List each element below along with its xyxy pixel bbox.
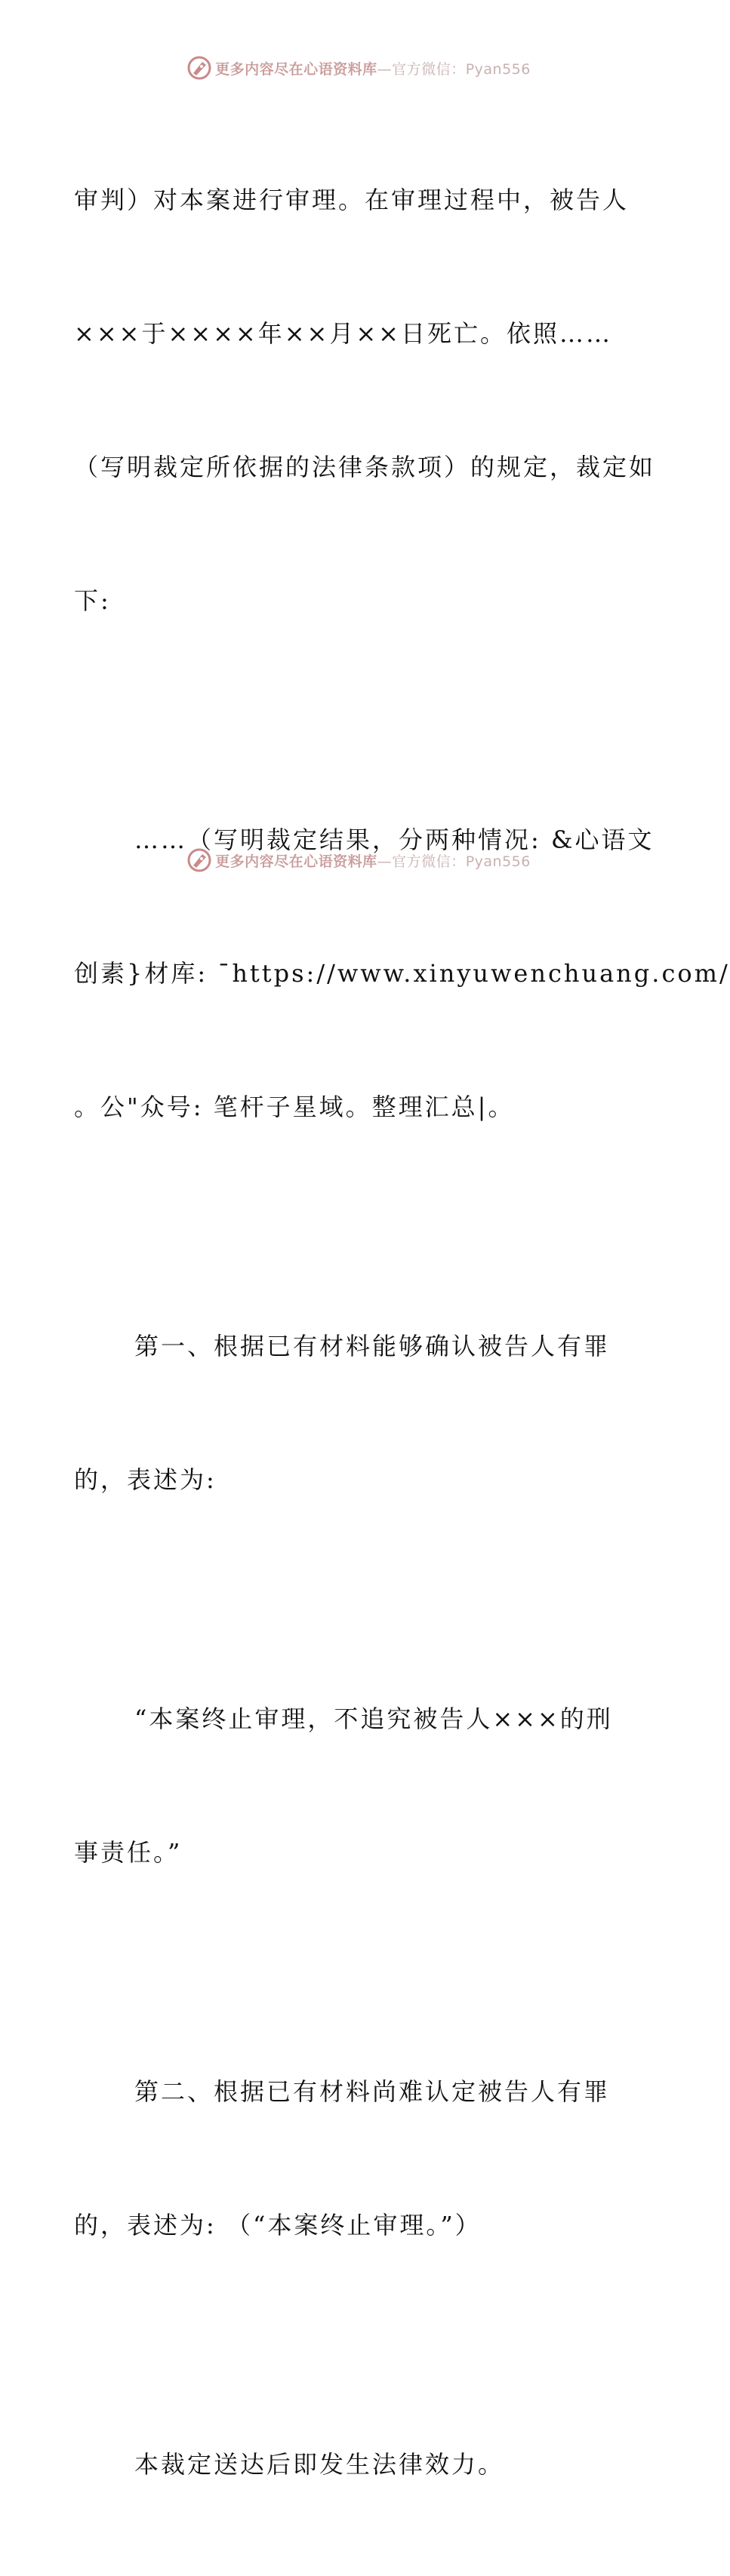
text-line: 的，表述为: （“本案终止审理。”） [74, 2211, 482, 2239]
watermark-text: 更多内容尽在心语资料库—官方微信：Pyan556 [215, 60, 531, 78]
text-line: 创素}材库: ¯https://www.xinyuwenchuang.com/ [74, 959, 730, 988]
text-line: 本裁定送达后即发生法律效力。 [134, 2450, 505, 2479]
paragraph-case-one-quote [74, 1608, 648, 1964]
paragraph-ruling-result [74, 729, 730, 1219]
text-line: 下: [74, 586, 111, 615]
text-line: 第一、根据已有材料能够确认被告人有罪 [134, 1332, 611, 1360]
paragraph-case-two [74, 1981, 648, 2337]
paragraph-effect [74, 2353, 648, 2576]
text-line: 审判）对本案进行审理。在审理过程中，被告人 [74, 186, 630, 214]
document-body [74, 89, 730, 2576]
text-line: 事责任。” [74, 1838, 183, 1867]
text-line: 的，表述为: [74, 1465, 217, 1494]
header-watermark [0, 53, 717, 83]
pen-nib-circle-icon [186, 847, 212, 873]
text-line: ×××于××××年××月××日死亡。依照…… [74, 319, 612, 348]
text-line: （写明裁定所依据的法律条款项）的规定，裁定如 [74, 453, 656, 481]
paragraph-case-one [74, 1235, 648, 1591]
text-line: ……（写明裁定结果，分两种情况: &心语文 [134, 825, 655, 854]
text-line: “本案终止审理，不追究被告人×××的刑 [134, 1705, 613, 1733]
paragraph-trial-death [74, 89, 656, 712]
text-line: 第二、根据已有材料尚难认定被告人有罪 [134, 2077, 611, 2106]
pen-nib-circle-icon [186, 55, 212, 81]
text-line: 。公"众号: 笔杆子星域。整理汇总|。 [74, 1093, 515, 1121]
watermark-text: 更多内容尽在心语资料库—官方微信：Pyan556 [215, 853, 531, 870]
footer-watermark [0, 845, 717, 875]
